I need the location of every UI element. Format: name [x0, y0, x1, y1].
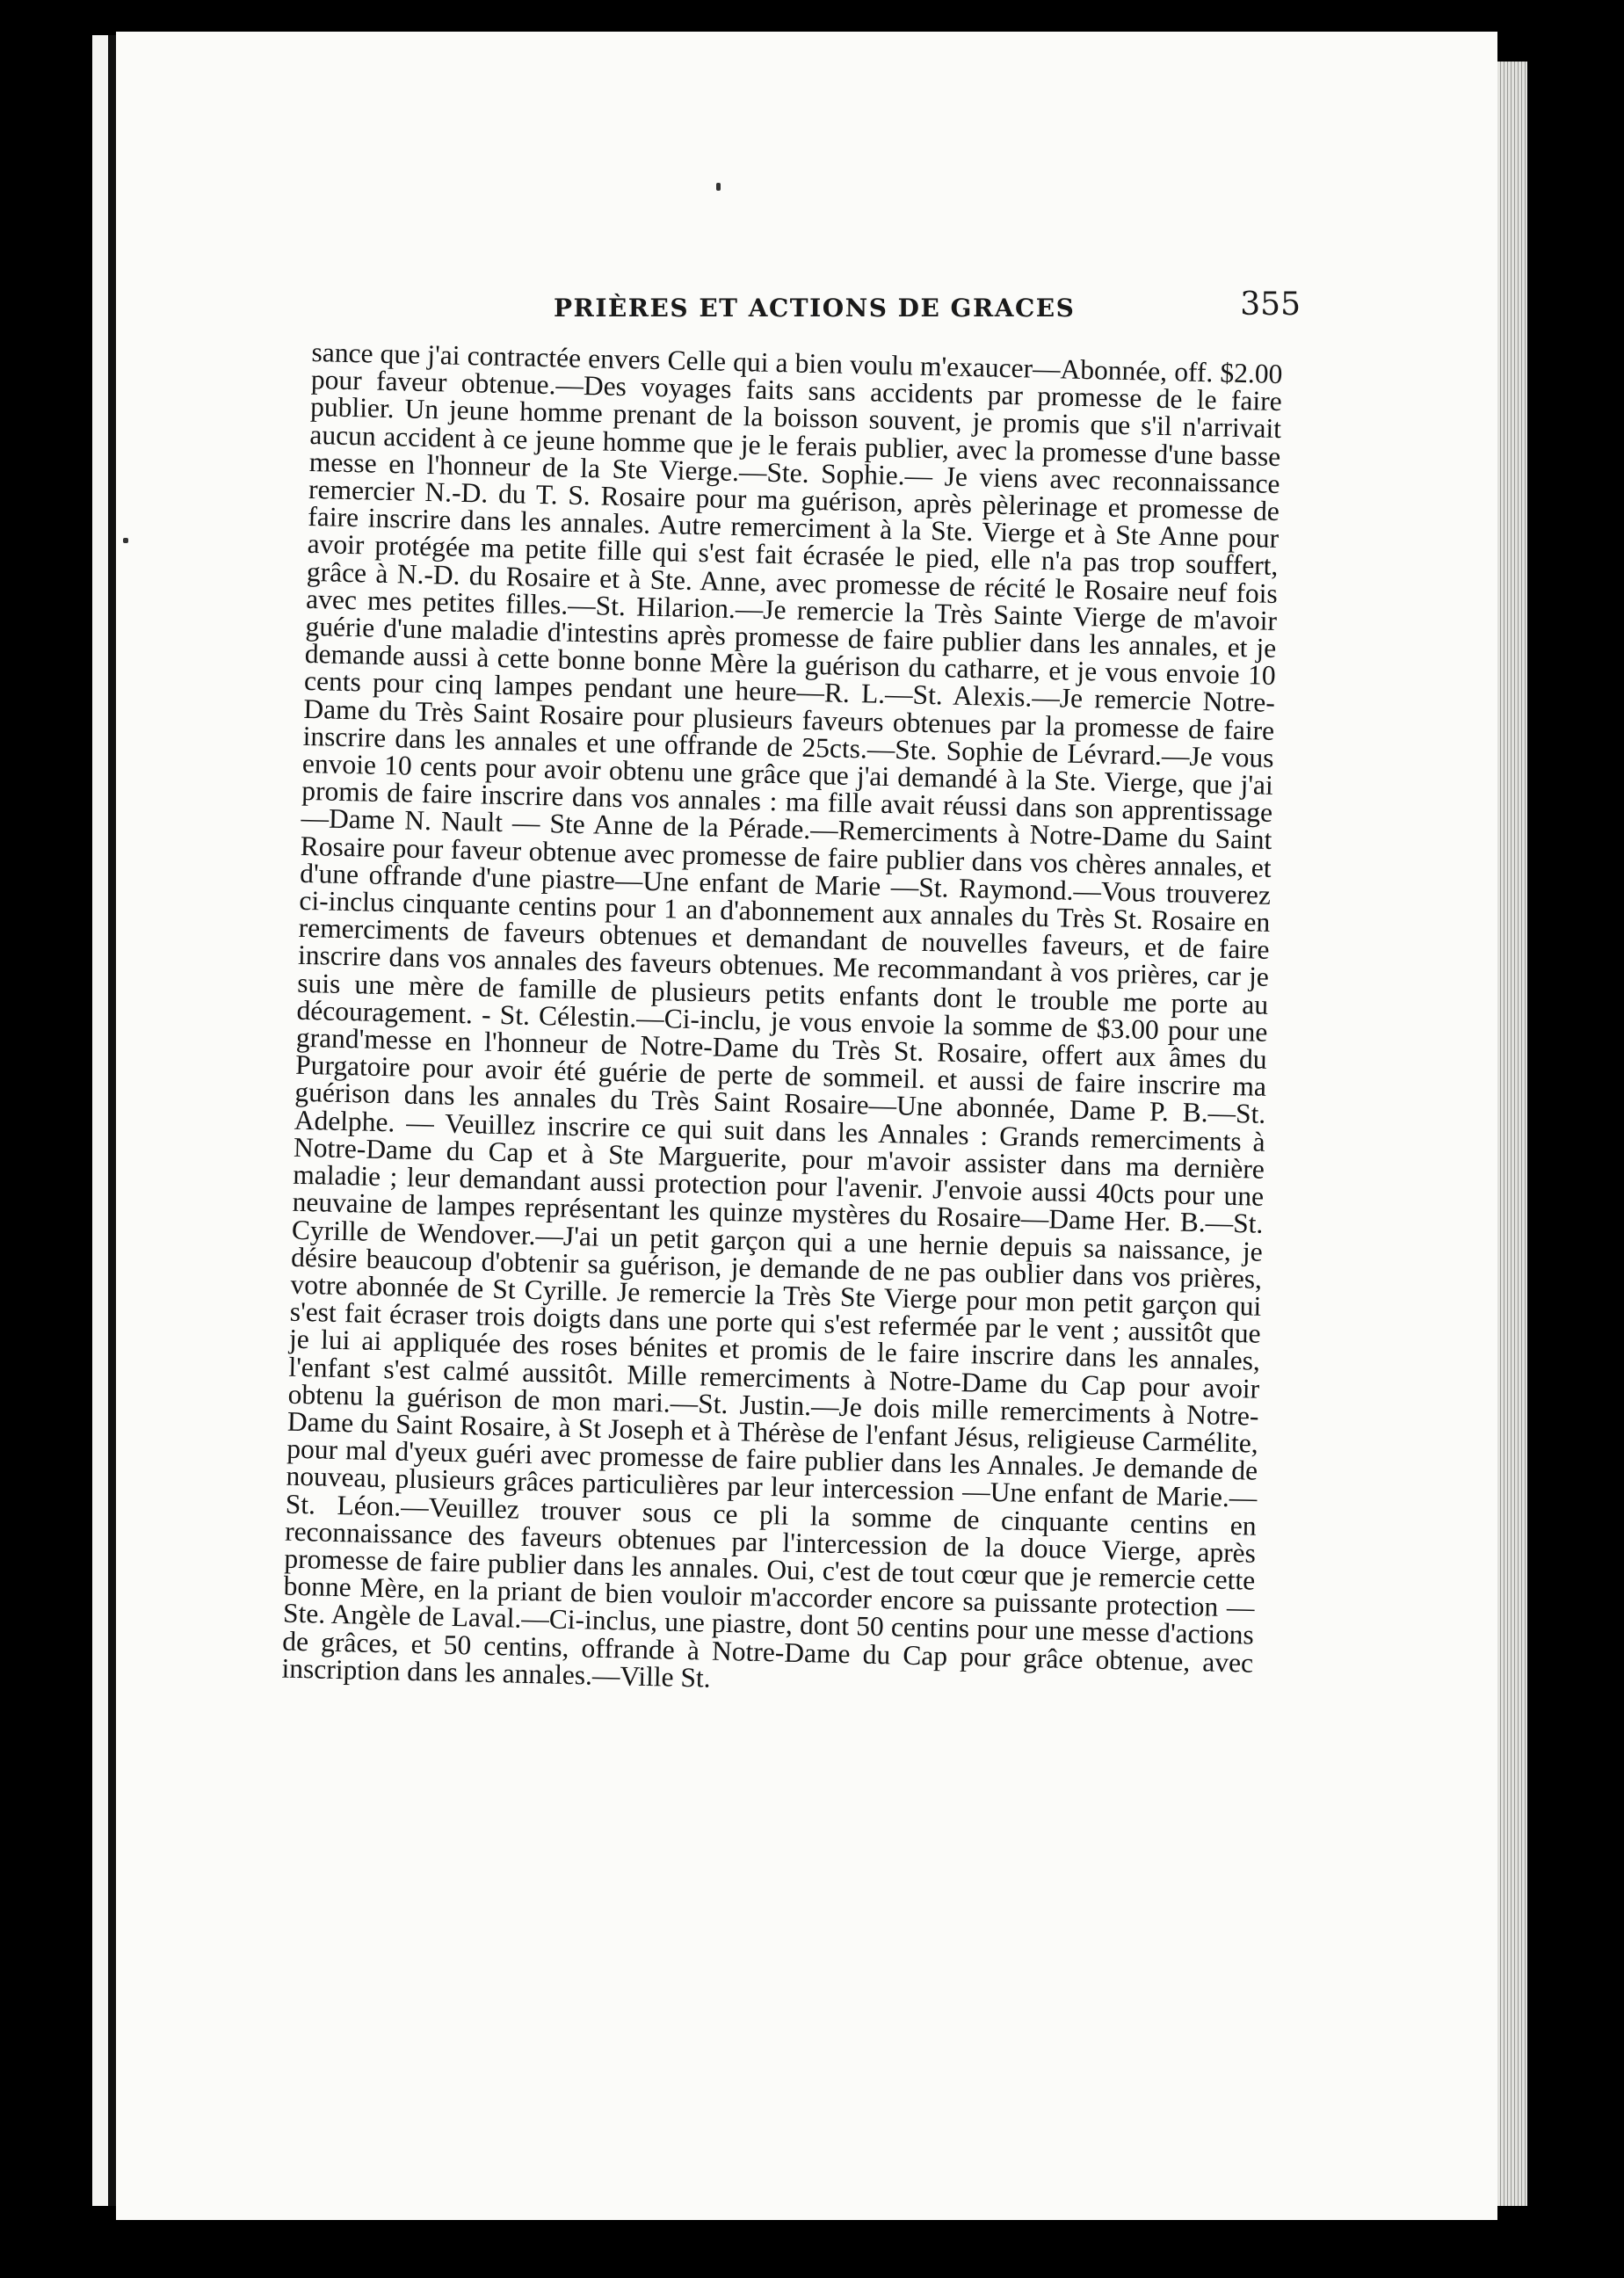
page-stack-edge: [1497, 62, 1527, 2206]
facing-page-edge: [92, 35, 108, 2206]
book-gutter: [108, 35, 116, 2206]
page-header: [439, 287, 1301, 339]
body-paragraph: sance que j'ai contractée envers Celle qui a bien voulu m'exaucer—Abonnée, off. $2.00 pour faveur obtenue.—Des voyages faits sans accidents par promesse de le faire publier. Un jeune homme prenant de la boisson souvent, je promis que s'il n'arrivait aucun accident à ce jeune homme que je le ferais publier, avec la promesse d'une basse messe en l'honneur de la Ste Vierge.—Ste. Sophie.— Je viens avec reconnaissance remercier N.-D. du T. S. Rosaire pour ma guérison, après pèlerinage et promesse de faire inscrire dans les annales. Autre remerciment à la Ste. Vierge et à Ste Anne pour avoir protégée ma petite fille qui s'est fait écrasée le pied, elle n'a pas trop souffert, grâce à N.-D. du Rosaire et à Ste. Anne, avec promesse de récité le Rosaire neuf fois avec mes petites filles.—St. Hilarion.—Je remercie la Très Sainte Vierge de m'avoir guérie d'une maladie d'intestins après promesse de faire publier dans les annales, et je demande aussi à cette bonne bonne Mère la guérison du catharre, et je vous envoie 10 cents pour cinq lampes pendant une heure—R. L.—St. Alexis.—Je remercie Notre-Dame du Très Saint Rosaire pour plusieurs faveurs obtenues par la promesse de faire inscrire dans les annales et une offrande de 25cts.—Ste. Sophie de Lévrard.—Je vous envoie 10 cents pour avoir obtenu une grâce que j'ai demandé à la Ste. Vierge, que j'ai promis de faire inscrire dans vos annales : ma fille avait réussi dans son apprentissage—Dame N. Nault — Ste Anne de la Pérade.—Remerciments à Notre-Dame du Saint Rosaire pour faveur obtenue avec promesse de faire publier dans vos chères annales, et d'une offrande d'une piastre—Une enfant de Marie —St. Raymond.—Vous trouverez ci-inclus cinquante centins pour 1 an d'abonnement aux annales du Très St. Rosaire en remerciments de faveurs obtenues et demandant de nouvelles faveurs, et de faire inscrire dans vos annales des faveurs obtenues. Me recommandant à vos prières, car je suis une mère de famille de plusieurs petits enfants dont le trouble me porte au découragement. - St. Célestin.—Ci-inclu, je vous envoie la somme de $3.00 pour une grand'messe en l'honneur de Notre-Dame du Très St. Rosaire, offert aux âmes du Purgatoire pour avoir été guérie de perte de sommeil. et aussi de faire inscrire ma guérison dans les annales du Très Saint Rosaire—Une abonnée, Dame P. B.—St. Adelphe. — Veuillez inscrire ce qui suit dans les Annales : Grands remerciments à Notre-Dame du Cap et à Ste Marguerite, pour m'avoir assister dans ma dernière maladie ; leur demandant aussi protection pour l'avenir. J'envoie aussi 40cts pour une neuvaine de lampes représentant les quinze mystères du Rosaire—Dame Her. B.—St. Cyrille de Wendover.—J'ai un petit garçon qui a une hernie depuis sa naissance, je désire beaucoup d'obtenir sa guérison, je demande de ne pas oublier dans vos prières, votre abonnée de St Cyrille. Je remercie la Très Ste Vierge pour mon petit garçon qui s'est fait écraser trois doigts dans une porte qui s'est refermée par le vent ; aussitôt que je lui ai appliquée des roses bénites et promis de le faire inscrire dans les annales, l'enfant s'est calmé aussitôt. Mille remerciments à Notre-Dame du Cap pour avoir obtenu la guérison de mon mari.—St. Justin.—Je dois mille remerciments à Notre-Dame du Saint Rosaire, à St Joseph et à Thérèse de l'enfant Jésus, religieuse Carmélite, pour mal d'yeux guéri avec promesse de faire publier dans les Annales. Je demande de nouveau, plusieurs grâces particulières par leur intercession —Une enfant de Marie.—St. Léon.—Veuillez trouver sous ce pli la somme de cinquante centins en reconnaissance des faveurs obtenues par l'intercession de la douce Vierge, après promesse de faire publier dans les annales. Oui, c'est de tout cœur que je remercie cette bonne Mère, en la priant de bien vouloir m'accorder encore sa puissante protection —Ste. Angèle de Laval.—Ci-inclus, une piastre, dont 50 centins pour une messe d'actions de grâces, et 50 centins, offrande à Notre-Dame du Cap pour grâce obtenue, avec inscription dans les annales.—Ville St.: [281, 337, 1283, 1694]
ink-speck: [123, 538, 128, 543]
page-number: 355: [1240, 287, 1301, 323]
running-title: PRIÈRES ET ACTIONS DE GRACES: [554, 294, 1076, 323]
ink-speck: [716, 183, 721, 191]
